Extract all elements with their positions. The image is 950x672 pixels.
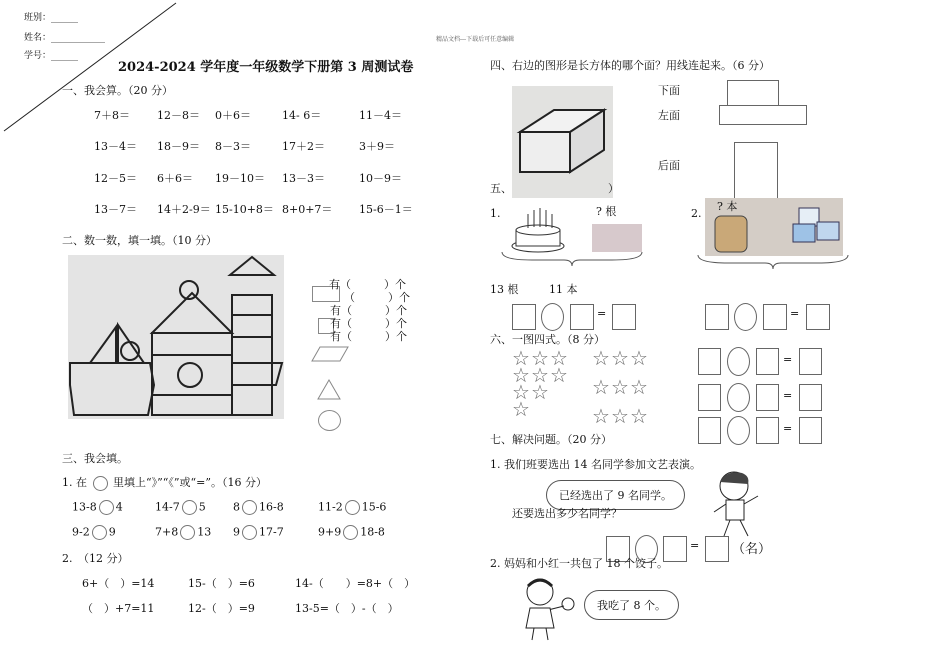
star-icon: ☆ (512, 397, 530, 421)
circle-shape-icon (318, 410, 341, 431)
given-books: 11 本 (549, 283, 578, 296)
name-field: 姓名：____________ (24, 33, 106, 43)
calc-problem: 3＋9＝ (359, 140, 395, 153)
star-icon: ☆ (592, 404, 610, 428)
count-answer-row: 有（ ）个 (330, 317, 407, 330)
calc-problem: 0＋6＝ (215, 109, 251, 122)
speech-bubble-2: 我吃了 8 个。 (584, 590, 679, 620)
fill-blank-problem[interactable]: （ ）+7=11 (82, 602, 155, 615)
calc-problem: 17＋2＝ (282, 140, 325, 153)
q7-1-unit: （名） (732, 542, 772, 557)
star-icon: ☆ (611, 375, 629, 399)
eq-equals: = (783, 389, 793, 402)
boy-cartoon-icon (712, 470, 770, 538)
calc-problem: 10－9＝ (359, 172, 402, 185)
compare-right: 13 (197, 525, 212, 539)
q5-2-question: ? 本 (717, 200, 738, 213)
compare-left: 11-2 (318, 500, 343, 514)
count-answer-row: （ ）个 (344, 291, 410, 304)
calc-problem: 8－3＝ (215, 140, 251, 153)
compare-item (72, 500, 123, 515)
section-5-title-tail: ） (608, 182, 619, 195)
fill-blank-problem[interactable]: 12-（ ）=9 (188, 602, 255, 615)
compare-item (233, 500, 284, 515)
section-2-title: 二、数一数，填一填。（10 分） (62, 234, 217, 247)
eq-box[interactable] (698, 417, 721, 444)
q5-2-equals: = (790, 307, 800, 320)
fill-blank-problem[interactable]: 6+（ ）=14 (82, 577, 155, 590)
eq-result-box[interactable] (799, 417, 822, 444)
compare-item (318, 525, 385, 540)
section-6-title: 六、一图四式。（8 分） (490, 333, 605, 346)
brace-left-icon (502, 252, 642, 266)
page-title: 2024-2024 学年度一年级数学下册第 3 周测试卷 (118, 60, 414, 75)
star-icon: ☆ (630, 404, 648, 428)
birthday-cake-icon (510, 206, 566, 254)
calc-problem: 14- 6＝ (282, 109, 322, 122)
compare-left: 9+9 (318, 525, 342, 539)
compare-right: 17-7 (259, 525, 284, 539)
compare-circle-icon (93, 476, 108, 491)
q7-2-text: 2. 妈妈和小红一共包了 18 个饺子。 (490, 557, 668, 570)
calc-problem: 18－9＝ (157, 140, 200, 153)
calc-problem: 12－5＝ (94, 172, 137, 185)
building-shapes-image (68, 255, 284, 419)
compare-left: 7+8 (155, 525, 179, 539)
count-answer-row: 有（ ）个 (330, 330, 407, 343)
eq-equals: = (783, 353, 793, 366)
compare-circle[interactable] (180, 525, 195, 540)
watermark: 精品文档---下载后可任意编辑 (436, 36, 515, 43)
compare-item (155, 525, 211, 540)
compare-right: 5 (198, 500, 206, 514)
star-icon: ☆ (611, 346, 629, 370)
compare-right: 16-8 (259, 500, 284, 514)
calc-problem: 14＋2-9＝ (157, 203, 211, 216)
compare-right: 15-6 (361, 500, 387, 514)
section-3-title: 三、我会填。 (62, 452, 128, 465)
cuboid-image (512, 86, 613, 198)
q5-1-operator-circle[interactable] (541, 303, 564, 331)
calc-problem: 8+0+7＝ (282, 203, 333, 216)
star-icon: ☆ (592, 346, 610, 370)
fill-blank-problem[interactable]: 15-（ ）=6 (188, 577, 255, 590)
section-1-title: 一、我会算。（20 分） (62, 84, 173, 97)
fill-blank-problem[interactable]: 14-（ ）=8+（ ） (295, 577, 416, 590)
class-field: 班别：______ (24, 13, 79, 23)
compare-left: 8 (233, 500, 240, 514)
star-icon: ☆ (550, 363, 568, 387)
q5-2-result-box[interactable] (806, 304, 830, 330)
q5-1-answer-box-1[interactable] (512, 304, 536, 330)
face-shape-tall (734, 142, 778, 199)
compare-circle[interactable] (345, 500, 360, 515)
compare-right: 18-8 (360, 525, 385, 539)
q7-1-equals: = (690, 539, 700, 552)
eq-box[interactable] (756, 384, 779, 411)
parallelogram-shape-icon (312, 346, 352, 366)
star-icon: ☆ (531, 363, 549, 387)
star-icon: ☆ (630, 375, 648, 399)
q7-1-text: 1. 我们班要选出 14 名同学参加文艺表演。 (490, 458, 701, 471)
compare-circle[interactable] (99, 500, 114, 515)
q7-1-subquestion: 还要选出多少名同学？ (512, 507, 622, 520)
face-label-bottom: 下面 (658, 84, 680, 97)
compare-circle[interactable] (182, 500, 197, 515)
q5-2-label: 2. (691, 207, 702, 220)
compare-label-start: 1. 在 (62, 476, 87, 489)
star-icon: ☆ (592, 375, 610, 399)
star-icon: ☆ (512, 380, 530, 404)
q5-2-operator-circle[interactable] (734, 303, 757, 331)
calc-problem: 12－8＝ (157, 109, 200, 122)
section-5-title: 五、 (490, 182, 512, 195)
face-label-left: 左面 (658, 109, 680, 122)
compare-circle[interactable] (92, 525, 107, 540)
eq-equals: = (783, 422, 793, 435)
calc-problem: 15-10+8＝ (215, 203, 274, 216)
q5-2-answer-box-2[interactable] (763, 304, 787, 330)
star-icon: ☆ (512, 363, 530, 387)
given-sticks: 13 根 (490, 283, 519, 296)
face-label-back: 后面 (658, 159, 680, 172)
eq-box[interactable] (756, 417, 779, 444)
compare-left: 14-7 (155, 500, 180, 514)
star-icon: ☆ (630, 346, 648, 370)
triangle-shape-icon (318, 380, 344, 402)
compare-item (233, 525, 284, 540)
eq-box[interactable] (756, 348, 779, 375)
fill-question-label: 2. （12 分） (62, 552, 129, 565)
calc-problem: 13－4＝ (94, 140, 137, 153)
compare-left: 9-2 (72, 525, 90, 539)
eq-result-box[interactable] (799, 384, 822, 411)
q5-2-answer-box-1[interactable] (705, 304, 729, 330)
eq-operator-circle[interactable] (727, 383, 750, 412)
compare-label-end: 里填上“》”“《”或“=”。（16 分） (113, 476, 267, 489)
q5-1-label: 1. (490, 207, 501, 220)
calc-problem: 11－4＝ (359, 109, 402, 122)
q5-1-equals: = (597, 307, 607, 320)
q5-1-result-box[interactable] (612, 304, 636, 330)
star-icon: ☆ (531, 380, 549, 404)
fill-blank-problem[interactable]: 13-5=（ ）-（ ） (295, 602, 399, 615)
section-7-title: 七、解决问题。（20 分） (490, 433, 612, 446)
eq-operator-circle[interactable] (727, 347, 750, 376)
section-4-title: 四、右边的图形是长方体的哪个面？用线连起来。（6 分） (490, 59, 770, 72)
calc-problem: 7＋8＝ (94, 109, 130, 122)
eq-result-box[interactable] (799, 348, 822, 375)
count-answer-row: 有（ ）个 (330, 304, 407, 317)
calc-problem: 6＋6＝ (157, 172, 193, 185)
compare-circle[interactable] (343, 525, 358, 540)
student-id-field: 学号：______ (24, 51, 79, 61)
q5-1-question: ? 根 (596, 205, 617, 218)
compare-circle[interactable] (242, 500, 257, 515)
calc-problem: 15-6－1＝ (359, 203, 413, 216)
star-icon: ☆ (611, 404, 629, 428)
compare-right: 9 (108, 525, 116, 539)
compare-circle[interactable] (242, 525, 257, 540)
compare-item (72, 525, 116, 540)
compare-item (155, 500, 206, 515)
compare-left: 13-8 (72, 500, 97, 514)
compare-left: 9 (233, 525, 240, 539)
compare-item (318, 500, 386, 515)
eq-box[interactable] (698, 348, 721, 375)
calc-problem: 13－3＝ (282, 172, 325, 185)
eq-box[interactable] (698, 384, 721, 411)
star-icon: ☆ (550, 346, 568, 370)
speech-bubble-1: 已经选出了 9 名同学。 (546, 480, 685, 510)
star-icon: ☆ (512, 346, 530, 370)
star-icon: ☆ (531, 346, 549, 370)
count-answer-row: 有（ ）个 (329, 278, 406, 291)
face-shape-wide (727, 80, 779, 106)
calc-problem: 13－7＝ (94, 203, 137, 216)
q7-1-result-box[interactable] (705, 536, 729, 562)
compare-question-label (62, 474, 267, 491)
brace-right-icon (698, 255, 848, 269)
compare-right: 4 (115, 500, 123, 514)
face-shape-long (719, 105, 807, 125)
candle-box-image (592, 224, 642, 252)
girl-cartoon-icon (518, 572, 580, 642)
calc-problem: 19－10＝ (215, 172, 265, 185)
eq-operator-circle[interactable] (727, 416, 750, 445)
q5-1-answer-box-2[interactable] (570, 304, 594, 330)
